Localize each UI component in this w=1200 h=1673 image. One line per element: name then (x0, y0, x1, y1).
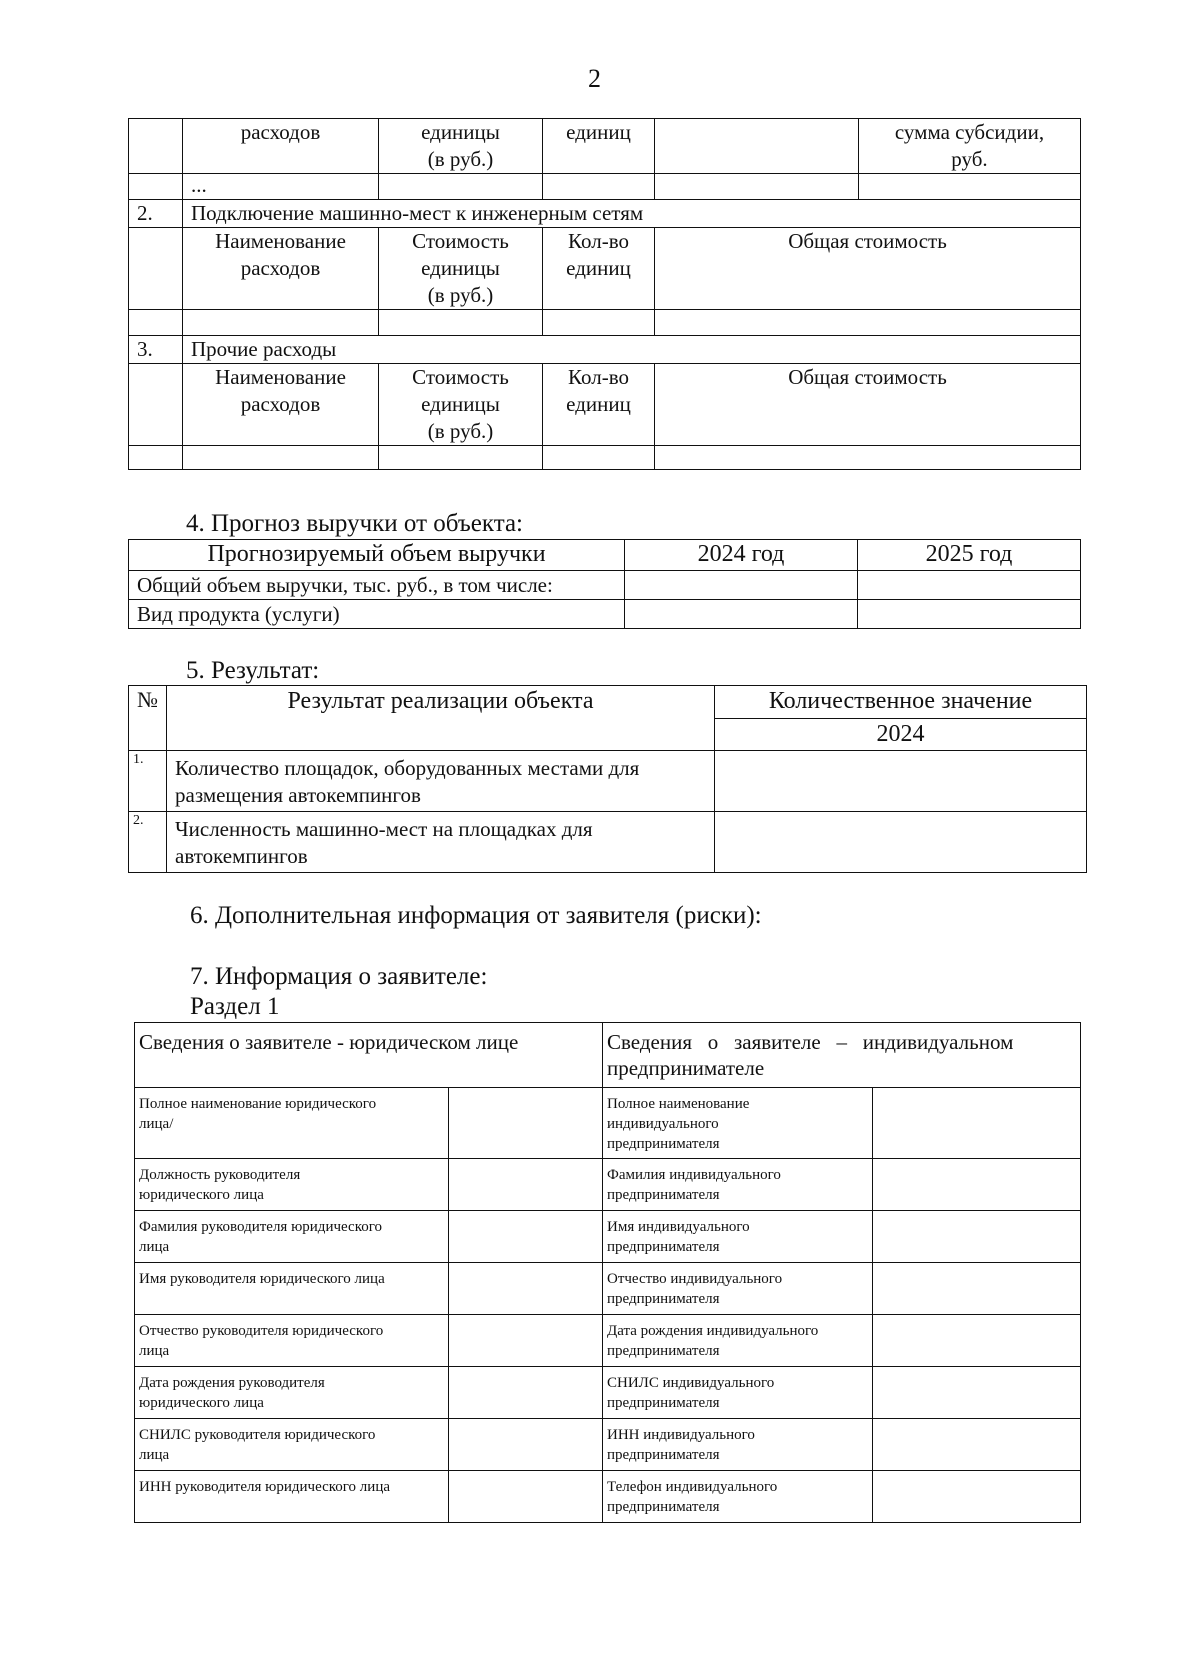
label-text: предпринимателя (607, 1136, 720, 1152)
row-text: автокемпингов (175, 844, 308, 868)
expenses-table (128, 118, 1081, 470)
cell (655, 446, 1081, 470)
cell (655, 174, 859, 200)
revenue-table (128, 539, 1081, 629)
row-label: Вид продукта (услуги) (129, 600, 625, 629)
header-cell: 2024 год (625, 540, 858, 571)
label-text: Дата рождения индивидуального (607, 1323, 819, 1339)
row-number: 3. (129, 336, 183, 364)
header-cell: Общая стоимость (655, 364, 1081, 446)
label-text: предпринимателя (607, 1447, 720, 1463)
label-text: СНИЛС руководителя юридического (139, 1427, 376, 1443)
cell (543, 446, 655, 470)
cell (858, 571, 1081, 600)
row-number: 2. (129, 200, 183, 228)
label-text: Полное наименование юридического (139, 1096, 377, 1112)
ip-field-label (603, 1159, 873, 1211)
cell (625, 600, 858, 629)
legal-field-label (135, 1088, 449, 1159)
cell (543, 310, 655, 336)
legal-field-label: ИНН руководителя юридического лица (135, 1471, 449, 1523)
header-cell (379, 119, 543, 174)
cell (625, 571, 858, 600)
legal-field-label (135, 1159, 449, 1211)
label-text: лица (139, 1239, 170, 1255)
label-text: предпринимателя (607, 1187, 720, 1203)
section-4-heading: 4. Прогноз выручки от объекта: (186, 510, 523, 537)
result-table (128, 685, 1087, 873)
header-cell: № (129, 686, 167, 751)
header-cell: единиц (543, 119, 655, 174)
label-text: лица/ (139, 1116, 174, 1132)
header-text: Сведения о заявителе – индивидуальном (607, 1030, 1014, 1054)
legal-field-label: Имя руководителя юридического лица (135, 1263, 449, 1315)
cell (379, 174, 543, 200)
label-text: предпринимателя (607, 1499, 720, 1515)
label-text: Отчество индивидуального (607, 1271, 783, 1287)
legal-field-value[interactable] (449, 1263, 603, 1315)
header-cell: расходов (183, 119, 379, 174)
header-cell: Общая стоимость (655, 228, 1081, 310)
header-text: руб. (951, 147, 988, 171)
ip-field-label (603, 1367, 873, 1419)
label-text: Должность руководителя (139, 1167, 301, 1183)
ip-field-value[interactable] (873, 1471, 1081, 1523)
header-text: единицы (421, 120, 500, 144)
legal-field-value[interactable] (449, 1159, 603, 1211)
header-cell: 2025 год (858, 540, 1081, 571)
legal-field-value[interactable] (449, 1211, 603, 1263)
header-text: единицы (421, 392, 500, 416)
row-text: Численность машинно-мест на площадках для (175, 817, 593, 841)
header-text: (в руб.) (427, 147, 494, 171)
cell (655, 119, 859, 174)
cell (129, 174, 183, 200)
header-cell (859, 119, 1081, 174)
header-text: сумма субсидии, (894, 120, 1045, 144)
header-text: Наименование (215, 365, 346, 389)
header-text: Стоимость (412, 229, 509, 253)
label-text: Фамилия руководителя юридического (139, 1219, 383, 1235)
cell (715, 812, 1087, 873)
legal-field-value[interactable] (449, 1471, 603, 1523)
header-text: Кол-во (568, 365, 629, 389)
label-text: предпринимателя (607, 1343, 720, 1359)
header-cell (183, 364, 379, 446)
legal-field-value[interactable] (449, 1088, 603, 1159)
label-text: юридического лица (139, 1395, 264, 1411)
header-text: (в руб.) (427, 419, 494, 443)
row-text: размещения автокемпингов (175, 783, 421, 807)
cell (129, 446, 183, 470)
header-cell: Прогнозируемый объем выручки (129, 540, 625, 571)
header-cell (183, 228, 379, 310)
header-cell: Количественное значение (715, 686, 1087, 719)
legal-field-value[interactable] (449, 1367, 603, 1419)
ip-field-label (603, 1419, 873, 1471)
header-text: Стоимость (412, 365, 509, 389)
ip-field-value[interactable] (873, 1367, 1081, 1419)
ip-field-value[interactable] (873, 1263, 1081, 1315)
ip-field-label (603, 1263, 873, 1315)
label-text: Дата рождения руководителя (139, 1375, 325, 1391)
row-number: 1. (129, 751, 167, 812)
header-text: предпринимателе (607, 1056, 765, 1080)
label-text: предпринимателя (607, 1239, 720, 1255)
label-text: лица (139, 1343, 170, 1359)
section-7-heading: 7. Информация о заявителе: (190, 963, 488, 990)
label-text: ИНН индивидуального (607, 1427, 755, 1443)
label-text: предпринимателя (607, 1395, 720, 1411)
ip-field-label (603, 1088, 873, 1159)
legal-field-label (135, 1367, 449, 1419)
header-cell (543, 364, 655, 446)
ip-field-value[interactable] (873, 1159, 1081, 1211)
label-text: юридического лица (139, 1187, 264, 1203)
legal-field-label (135, 1419, 449, 1471)
cell (129, 119, 183, 174)
ellipsis-cell: ... (183, 174, 379, 200)
cell (183, 446, 379, 470)
legal-field-label (135, 1315, 449, 1367)
header-text: (в руб.) (427, 283, 494, 307)
section-7-subheading: Раздел 1 (190, 993, 280, 1020)
cell (859, 174, 1081, 200)
legal-entity-header: Сведения о заявителе - юридическом лице (135, 1023, 603, 1088)
header-cell: Результат реализации объекта (167, 686, 715, 751)
entrepreneur-header (603, 1023, 1081, 1088)
ip-field-value[interactable] (873, 1211, 1081, 1263)
header-cell (379, 364, 543, 446)
applicant-table (134, 1022, 1081, 1523)
header-cell (379, 228, 543, 310)
ip-field-label (603, 1211, 873, 1263)
ip-field-value[interactable] (873, 1315, 1081, 1367)
cell (129, 310, 183, 336)
header-cell (543, 228, 655, 310)
ip-field-value[interactable] (873, 1088, 1081, 1159)
header-text: расходов (240, 256, 321, 280)
row-text: Количество площадок, оборудованных местами для (175, 756, 640, 780)
cell (183, 310, 379, 336)
label-text: предпринимателя (607, 1291, 720, 1307)
cell (129, 364, 183, 446)
year-cell: 2024 (715, 719, 1087, 751)
label-text: Фамилия индивидуального (607, 1167, 781, 1183)
cell (858, 600, 1081, 629)
ip-field-label (603, 1315, 873, 1367)
header-text: единиц (566, 256, 631, 280)
label-text: Имя индивидуального (607, 1219, 750, 1235)
cell (129, 228, 183, 310)
section-title: Прочие расходы (183, 336, 1081, 364)
cell (379, 446, 543, 470)
ip-field-value[interactable] (873, 1419, 1081, 1471)
header-text: расходов (240, 392, 321, 416)
section-5-heading: 5. Результат: (186, 657, 320, 684)
cell (655, 310, 1081, 336)
cell (715, 751, 1087, 812)
legal-field-value[interactable] (449, 1315, 603, 1367)
row-label (167, 812, 715, 873)
header-text: единиц (566, 392, 631, 416)
legal-field-value[interactable] (449, 1419, 603, 1471)
label-text: Полное наименование (607, 1096, 750, 1112)
page-number: 2 (588, 64, 601, 93)
label-text: Отчество руководителя юридического (139, 1323, 384, 1339)
section-6-heading: 6. Дополнительная информация от заявителя (риски): (190, 902, 762, 929)
label-text: СНИЛС индивидуального (607, 1375, 775, 1391)
cell (543, 174, 655, 200)
legal-field-label (135, 1211, 449, 1263)
cell (379, 310, 543, 336)
label-text: лица (139, 1447, 170, 1463)
section-title: Подключение машинно-мест к инженерным сетям (183, 200, 1081, 228)
label-text: Телефон индивидуального (607, 1479, 778, 1495)
row-label: Общий объем выручки, тыс. руб., в том числе: (129, 571, 625, 600)
header-text: единицы (421, 256, 500, 280)
label-text: индивидуального (607, 1116, 719, 1132)
ip-field-label (603, 1471, 873, 1523)
row-label (167, 751, 715, 812)
header-text: Наименование (215, 229, 346, 253)
row-number: 2. (129, 812, 167, 873)
header-text: Кол-во (568, 229, 629, 253)
